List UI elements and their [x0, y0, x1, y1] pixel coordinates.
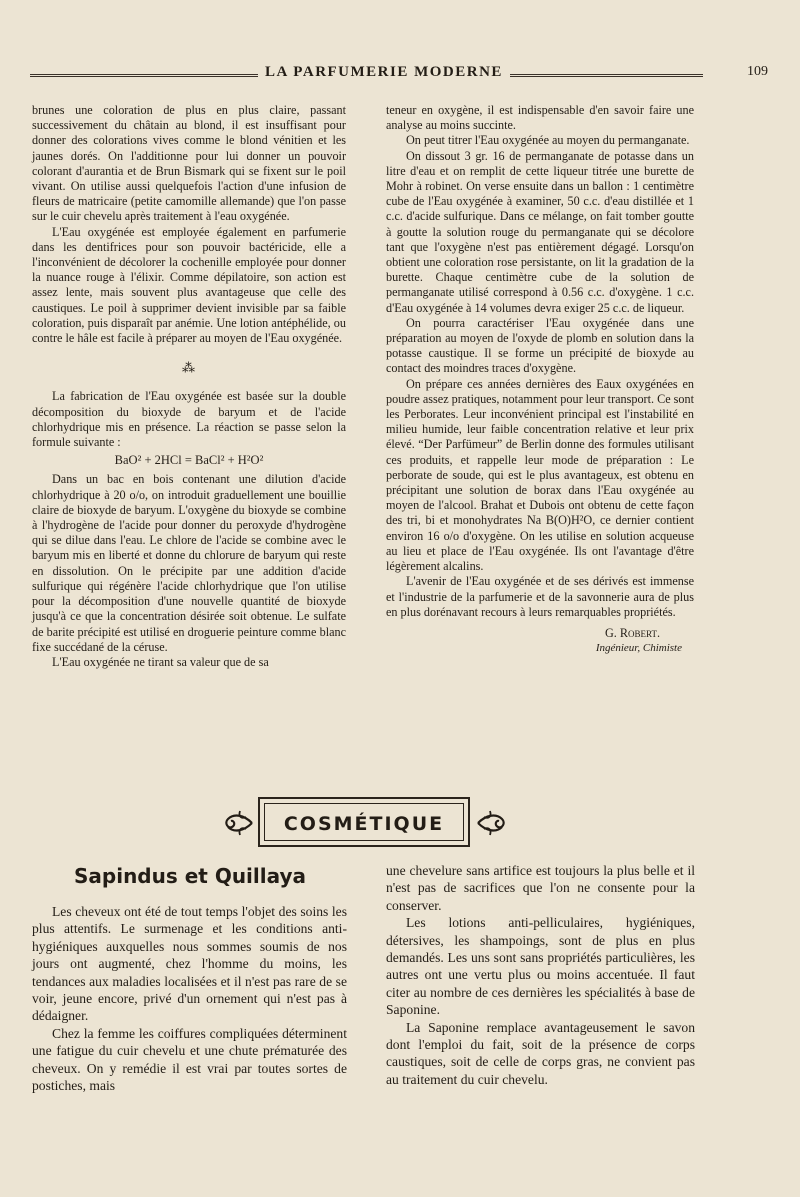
paragraph: Les lotions anti-pelliculaires, hygiéniques, détersives, les shampoings, sont de plus en plus demandés. Les uns sont sans propriétés particulières, les autres ont une vertu plus ou moins accentuée. Il faut citer au nombre de ces dernières les spécialités à base de Saponine. — [386, 915, 695, 1018]
paragraph: brunes une coloration de plus en plus claire, passant successivement du châtain au blond, il est insuffisant pour donner des colorations vives comme le blond vénitien et les jaunes dorés. On l'additionne pour lui donner un pouvoir colorant d'aurantia et de Brun Bismark qui se fixent sur le poil vivant. On utilise aussi quelquefois l'action d'une infusion de fleurs de matricaire (petite camomille allemande) que l'on passe sur le cuir chevelu après traitement à l'eau oxygénée. — [32, 103, 346, 224]
paragraph: La fabrication de l'Eau oxygénée est basée sur la double décomposition du bioxyde de baryum et de l'acide chlorhydrique mis en présence. La réaction se passe selon la formule suivante : — [32, 389, 346, 450]
paragraph: On pourra caractériser l'Eau oxygénée dans une préparation au moyen de l'oxyde de plomb en solution dans la potasse caustique. Il se forme un précipité de bioxyde au contact des moindres traces d'oxygène. — [386, 315, 694, 376]
article-title: Sapindus et Quillaya — [74, 864, 307, 888]
paragraph: Chez la femme les coiffures compliquées déterminent une fatigue du cuir chevelu et une chute prématurée des cheveux. On y remédie il est vrai par toutes sortes de postiches, mais — [32, 1025, 347, 1094]
running-header — [30, 62, 770, 92]
paragraph: L'Eau oxygénée ne tirant sa valeur que de sa — [52, 654, 269, 669]
chemical-formula: BaO² + 2HCl = BaCl² + H²O² — [114, 453, 264, 468]
paragraph: L'Eau oxygénée est employée également en parfumerie dans les dentifrices pour son pouvoir bactéricide, elle a l'inconvénient de décolorer la cochenille employée pour donner la nuance rouge à l'élixir. Comme dépilatoire, son action est assez lente, mais souvent plus avantageuse que celle des caustiques. Le poil à supprimer devient invisible par sa faible coloration, puis disparaît par anémie. Une lotion antéphélide, ou contre le hâle est facile à préparer au moyen de l'Eau oxygénée. — [32, 224, 346, 346]
column-2 — [386, 103, 694, 656]
section-separator-asterism: ⁂ — [182, 360, 196, 376]
paragraph: On prépare ces années dernières des Eaux oxygénées en poudre assez pratiques, notamment pour leur transport. Ce sont les Perborates. Leur inconvénient principal est l'instabilité en milieu humide, leur faible concentration relative et leur prix élevé. “Der Parfümeur” de Berlin donne des formules utilisant ces produits, et rappelle leur mode de préparation : Le perborate de soude, qui est le plus avantageux, est obtenu en précipitant une solution de borax dans l'Eau oxygénée au moyen de l'alcool. Brahat et Dubois ont obtenu de cette façon des tri, bi et monohydrates Na B(O)H²O, ce dernier contient environ 16 o/o d'oxygène. On les utilise en solution acqueuse au lieu et place de l'Eau oxygénée. Ils ont l'avantage d'être légèrement alcalins. — [386, 376, 694, 574]
paragraph: une chevelure sans artifice est toujours la plus belle et il n'est pas de sacrifices que l'on ne consente pour la conserver. — [386, 863, 695, 913]
header-rule-right — [510, 74, 703, 77]
cosmetique-label: COSMÉTIQUE — [264, 803, 464, 841]
journal-title: LA PARFUMERIE MODERNE — [265, 64, 503, 80]
author-signature: G. Robert. — [604, 625, 660, 640]
column-1 — [32, 103, 346, 670]
paragraph: La Saponine remplace avantageusement le savon dont l'emploi du fait, soit de la présence de corps caustiques, soit de celle de corps gras, ne convient pas au traitement du cuir chevelu. — [386, 1019, 695, 1087]
column-3 — [32, 903, 347, 1094]
author-title: Ingénieur, Chimiste — [595, 642, 682, 655]
paragraph: Dans un bac en bois contenant une dilution d'acide chlorhydrique à 20 o/o, on introduit graduellement une bouillie claire de bioxyde de baryum. L'oxygène du bioxyde se combine à l'hydrogène de l'acide pour donner du peroxyde d'hydrogène qui se dilue dans l'eau. Le chlore de l'acide se combine avec le baryum mis en liberté et donne du chlorure de baryum qui reste en dissolution. On le précipite par une addition d'acide sulfurique qui régénère l'acide chlorhydrique que l'on utilise pour la décomposition d'une nouvelle quantité de bioxyde jusqu'à ce que la concentration désirée soit obtenue. Le sulfate de barite précipité est utilisé en droguerie peinture comme blanc fixe succédané de la céruse. — [32, 472, 346, 654]
right-ornament-icon — [474, 805, 508, 841]
paragraph: Les cheveux ont été de tout temps l'objet des soins les plus attentifs. Le surmenage et les conditions anti-hygiéniques auxquelles nous sommes soumis de nos jours ont augmenté, chez l'homme du moins, les tendances aux maladies localisées et il n'est pas rare de se voir, jeune encore, privé d'un ornement qui n'est pas à dédaigner. — [32, 904, 347, 1024]
left-ornament-icon — [222, 805, 256, 841]
page-number: 109 — [747, 64, 768, 79]
column-4 — [386, 862, 695, 1088]
cosmetique-banner — [258, 797, 470, 847]
paragraph: L'avenir de l'Eau oxygénée et de ses dérivés est immense et l'industrie de la parfumerie et de la savonnerie aura de plus en plus dorénavant recours à leurs remarquables propriétés. — [386, 574, 694, 619]
header-rule-left — [30, 74, 258, 77]
paragraph: On peut titrer l'Eau oxygénée au moyen du permanganate. — [406, 133, 690, 148]
paragraph: teneur en oxygène, il est indispensable d'en savoir faire une analyse au moins succinte. — [386, 103, 694, 133]
paragraph: On dissout 3 gr. 16 de permanganate de potasse dans un litre d'eau et on remplit de cette liqueur titrée une burette de Mohr à robinet. On verse ensuite dans un ballon : 1 centimètre cube de l'Eau oxygénée à examiner, 50 c.c. d'eau distillée et 1 c.c. d'acide sulfurique. Dans ce mélange, on fait tomber goutte à goutte la solution rouge du permanganate qui se décolore tant que l'oxygène n'est pas entièrement dégagé. Lorsqu'on obtient une coloration rose persistante, on lit la gradation de la burette. Chaque centimètre cube de la solution de permanganate utilisé correspond à 0.56 c.c. d'oxygène. 1 c.c. d'Eau oxygénée à 14 volumes devra exiger 25 c.c. de liqueur. — [386, 148, 694, 315]
